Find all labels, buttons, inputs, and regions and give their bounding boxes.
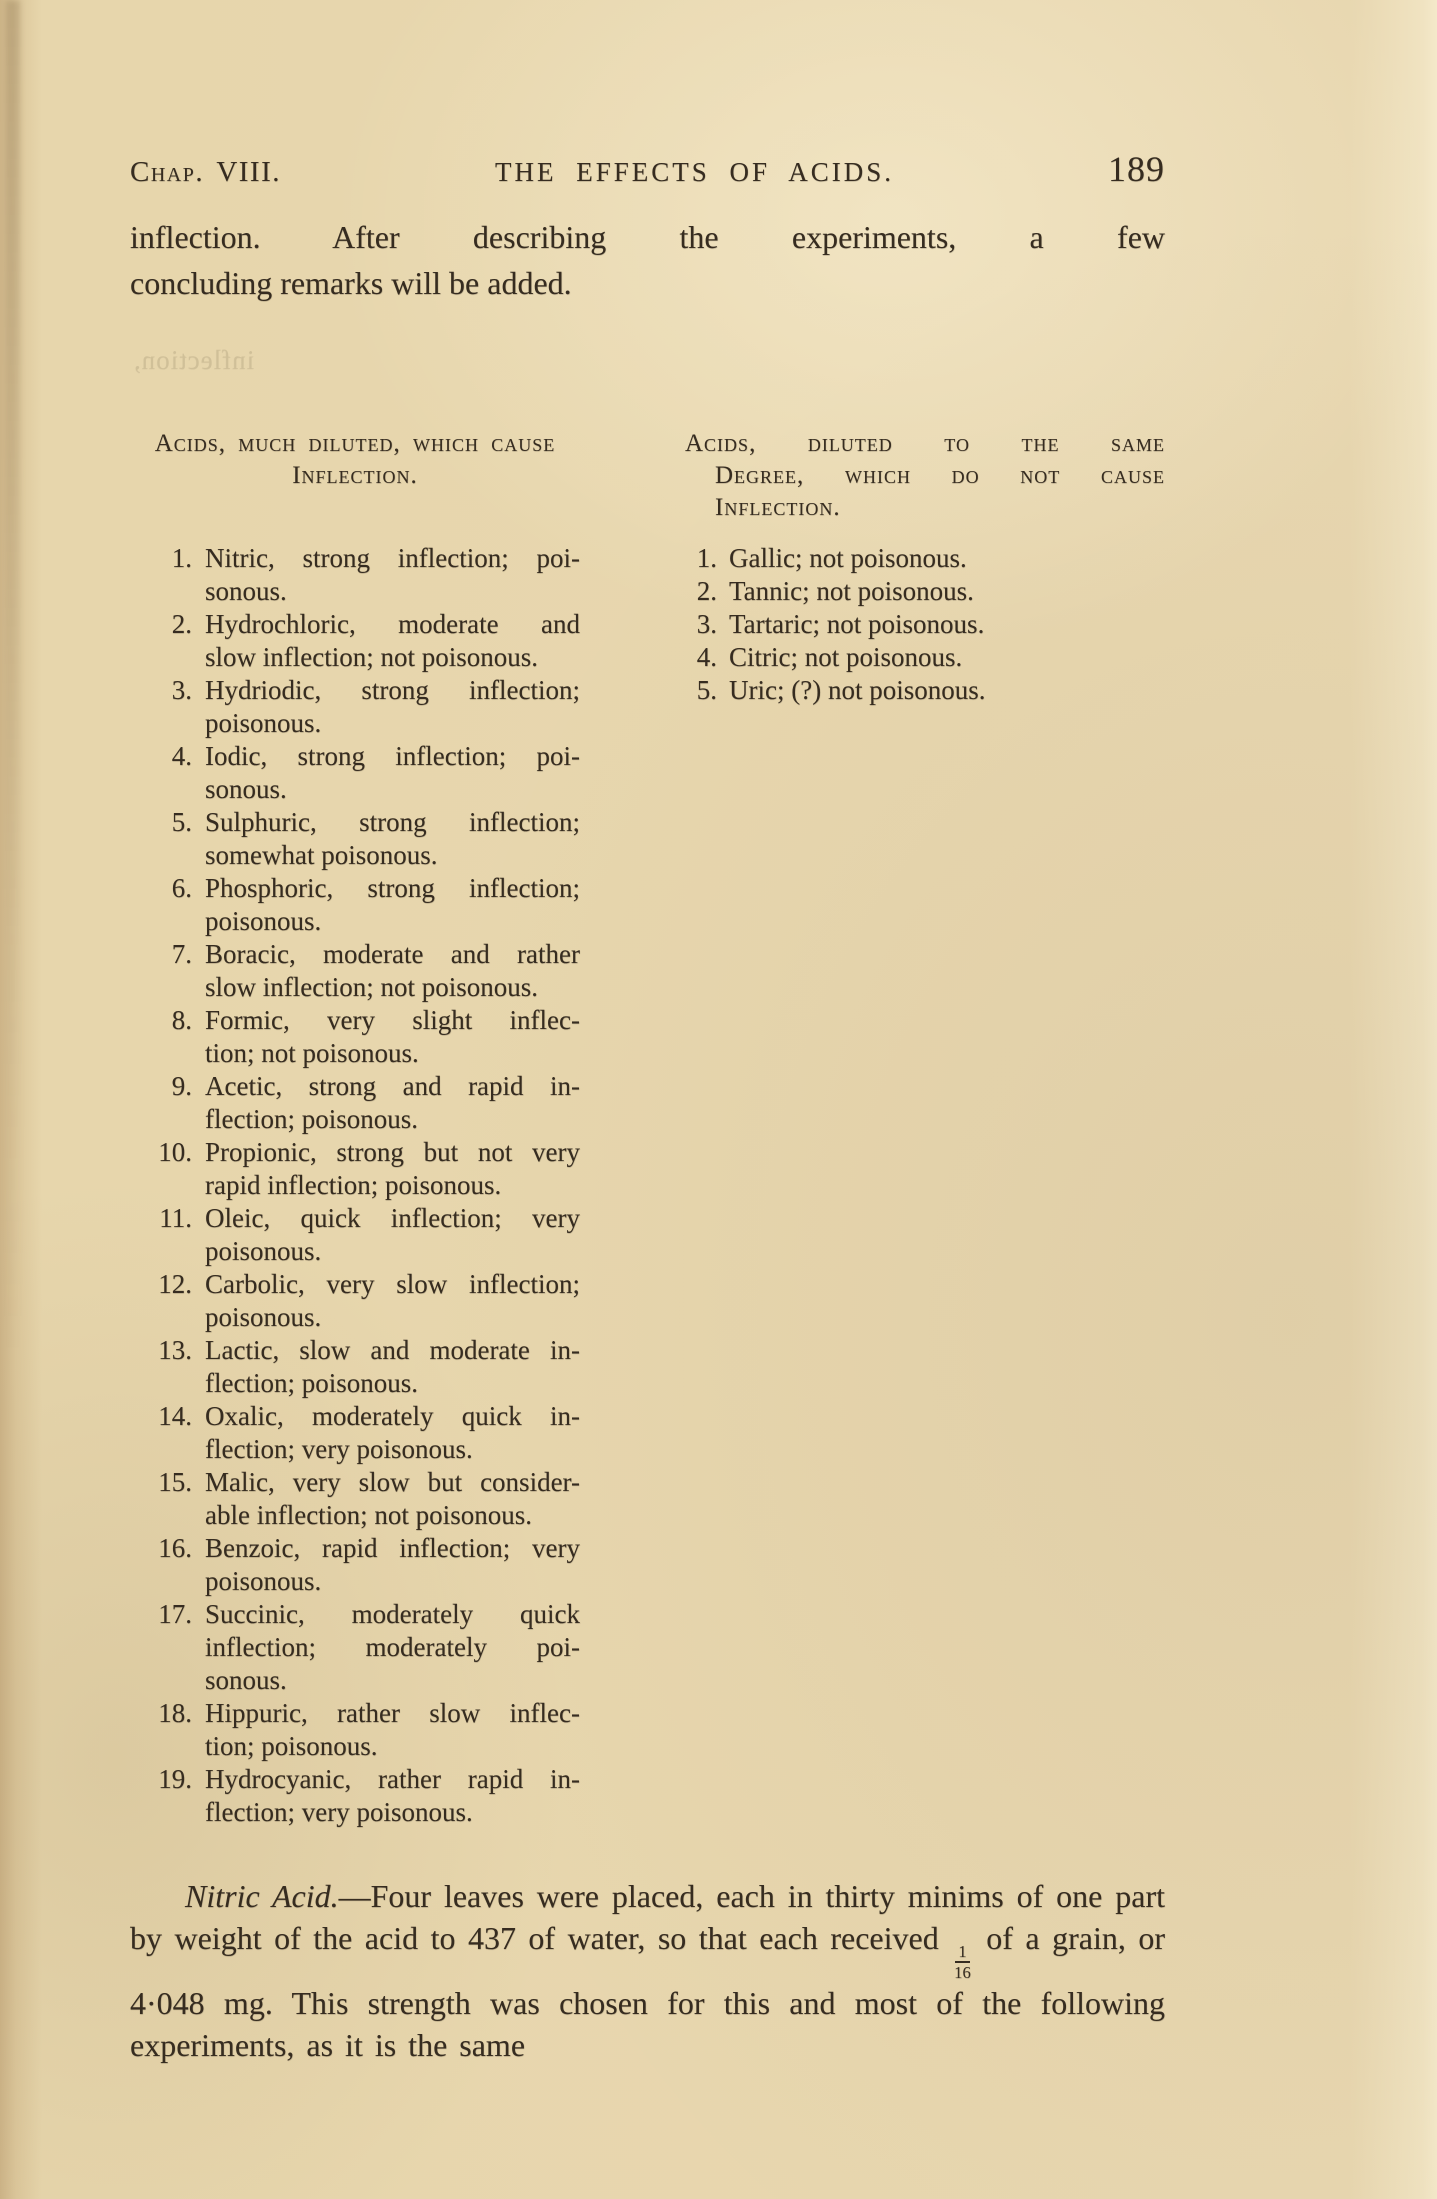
one-sixteenth-fraction (954, 1943, 971, 1982)
acid-list-item (130, 674, 580, 740)
item-text: Iodic, strong inflection; poi- sonous. (205, 741, 580, 804)
item-number: 14. (158, 1401, 192, 1431)
item-number: 11. (159, 1203, 192, 1233)
acid-list-item (130, 1598, 580, 1697)
item-number: 13. (158, 1335, 192, 1365)
acid-list-item (130, 542, 580, 608)
acid-list-item (130, 1334, 580, 1400)
item-text: Oleic, quick inflection; very poisonous. (205, 1203, 580, 1266)
item-number: 18. (158, 1698, 192, 1728)
right-acid-list (685, 542, 1165, 707)
acid-list-item (685, 641, 1165, 674)
item-number: 17. (158, 1599, 192, 1629)
page-content (130, 0, 1165, 2066)
acid-list-item (130, 1697, 580, 1763)
acid-list-item (130, 1400, 580, 1466)
item-number: 4. (171, 741, 192, 771)
item-text: Malic, very slow but consider- able inflection; not poisonous. (205, 1467, 580, 1530)
acid-list-item (130, 1004, 580, 1070)
item-number: 9. (171, 1071, 192, 1101)
page-number: 189 (1108, 149, 1165, 189)
closing-text-before-fraction: —Four leaves were placed, each in thirty minims of one part by weight of the acid to 437 of water, so that each received (130, 1878, 1166, 1956)
item-number: 4. (696, 642, 717, 672)
item-text: Phosphoric, strong inflection; poisonous. (205, 873, 580, 936)
item-text: Succinic, moderately quick inflection; moderately poi- sonous. (205, 1599, 580, 1695)
acid-list-item (130, 1763, 580, 1829)
acid-list-item (685, 674, 1165, 707)
nitric-acid-lead: Nitric Acid. (185, 1878, 339, 1914)
acid-list-item (130, 1268, 580, 1334)
item-text: Uric; (?) not poisonous. (729, 675, 986, 705)
item-number: 2. (171, 609, 192, 639)
acid-list-item (130, 806, 580, 872)
acid-list-item (130, 1466, 580, 1532)
item-number: 10. (158, 1137, 192, 1167)
running-header (130, 148, 1165, 190)
item-number: 12. (158, 1269, 192, 1299)
left-acid-list (130, 542, 580, 1829)
item-text: Benzoic, rapid inflection; very poisonous. (205, 1533, 580, 1596)
page-title: THE EFFECTS OF ACIDS. (494, 157, 895, 187)
fraction-denominator: 16 (954, 1963, 971, 1983)
acid-list-item (685, 575, 1165, 608)
item-number: 16. (158, 1533, 192, 1563)
item-text: Tartaric; not poisonous. (729, 609, 985, 639)
acid-list-item (685, 608, 1165, 641)
show-through-ghost-text: inflection, (133, 345, 255, 375)
item-text: Hippuric, rather slow inflec- tion; poisonous. (205, 1698, 580, 1761)
item-text: Formic, very slight inflec- tion; not poisonous. (205, 1005, 580, 1068)
item-number: 8. (171, 1005, 192, 1035)
item-number: 15. (158, 1467, 192, 1497)
item-text: Boracic, moderate and rather slow inflection; not poisonous. (205, 939, 580, 1002)
item-number: 3. (171, 675, 192, 705)
acids-two-column-table (130, 428, 1165, 1829)
acid-list-item (130, 1202, 580, 1268)
acid-list-item (130, 1136, 580, 1202)
item-text: Propionic, strong but not very rapid inflection; poisonous. (205, 1137, 580, 1200)
acid-list-item (130, 1532, 580, 1598)
item-text: Gallic; not poisonous. (729, 543, 967, 573)
item-number: 5. (171, 807, 192, 837)
chapter-label: Chap. VIII. (130, 156, 281, 188)
item-text: Nitric, strong inflection; poi- sonous. (205, 543, 580, 606)
item-number: 19. (158, 1764, 192, 1794)
item-text: Oxalic, moderately quick in- flection; very poisonous. (205, 1401, 580, 1464)
acid-list-item (130, 608, 580, 674)
item-text: Hydriodic, strong inflection; poisonous. (205, 675, 580, 738)
item-text: Tannic; not poisonous. (729, 576, 974, 606)
closing-text-after-fraction: of a grain, or 4·048 mg. This strength was chosen for this and most of the following experiments, as it is the same (130, 1920, 1165, 2063)
acid-list-item (685, 542, 1165, 575)
item-number: 5. (696, 675, 717, 705)
item-number: 1. (171, 543, 192, 573)
right-column (685, 428, 1165, 1829)
item-text: Lactic, slow and moderate in- flection; poisonous. (205, 1335, 580, 1398)
acid-list-item (130, 938, 580, 1004)
item-number: 6. (171, 873, 192, 903)
acid-list-item (130, 872, 580, 938)
left-column-heading: Acids, much diluted, which cause Inflection. (154, 430, 556, 489)
item-text: Citric; not poisonous. (729, 642, 963, 672)
item-text: Hydrochloric, moderate and slow inflection; not poisonous. (205, 609, 580, 672)
item-number: 7. (171, 939, 192, 969)
item-text: Carbolic, very slow inflection; poisonous. (205, 1269, 580, 1332)
closing-paragraph (130, 1875, 1165, 2066)
item-number: 1. (696, 543, 717, 573)
acid-list-item (130, 1070, 580, 1136)
fraction-numerator: 1 (955, 1943, 969, 1963)
item-number: 3. (696, 609, 717, 639)
item-text: Sulphuric, strong inflection; somewhat poisonous. (205, 807, 580, 870)
left-column (130, 428, 580, 1829)
item-number: 2. (696, 576, 717, 606)
item-text: Acetic, strong and rapid in- flection; poisonous. (205, 1071, 580, 1134)
item-text: Hydrocyanic, rather rapid in- flection; very poisonous. (205, 1764, 580, 1827)
acid-list-item (130, 740, 580, 806)
right-column-heading: Acids, diluted to the same Degree, which do not cause Inflection. (685, 430, 1165, 521)
intro-paragraph: inflection. After describing the experiments, a few concluding remarks will be added. (130, 219, 1165, 301)
